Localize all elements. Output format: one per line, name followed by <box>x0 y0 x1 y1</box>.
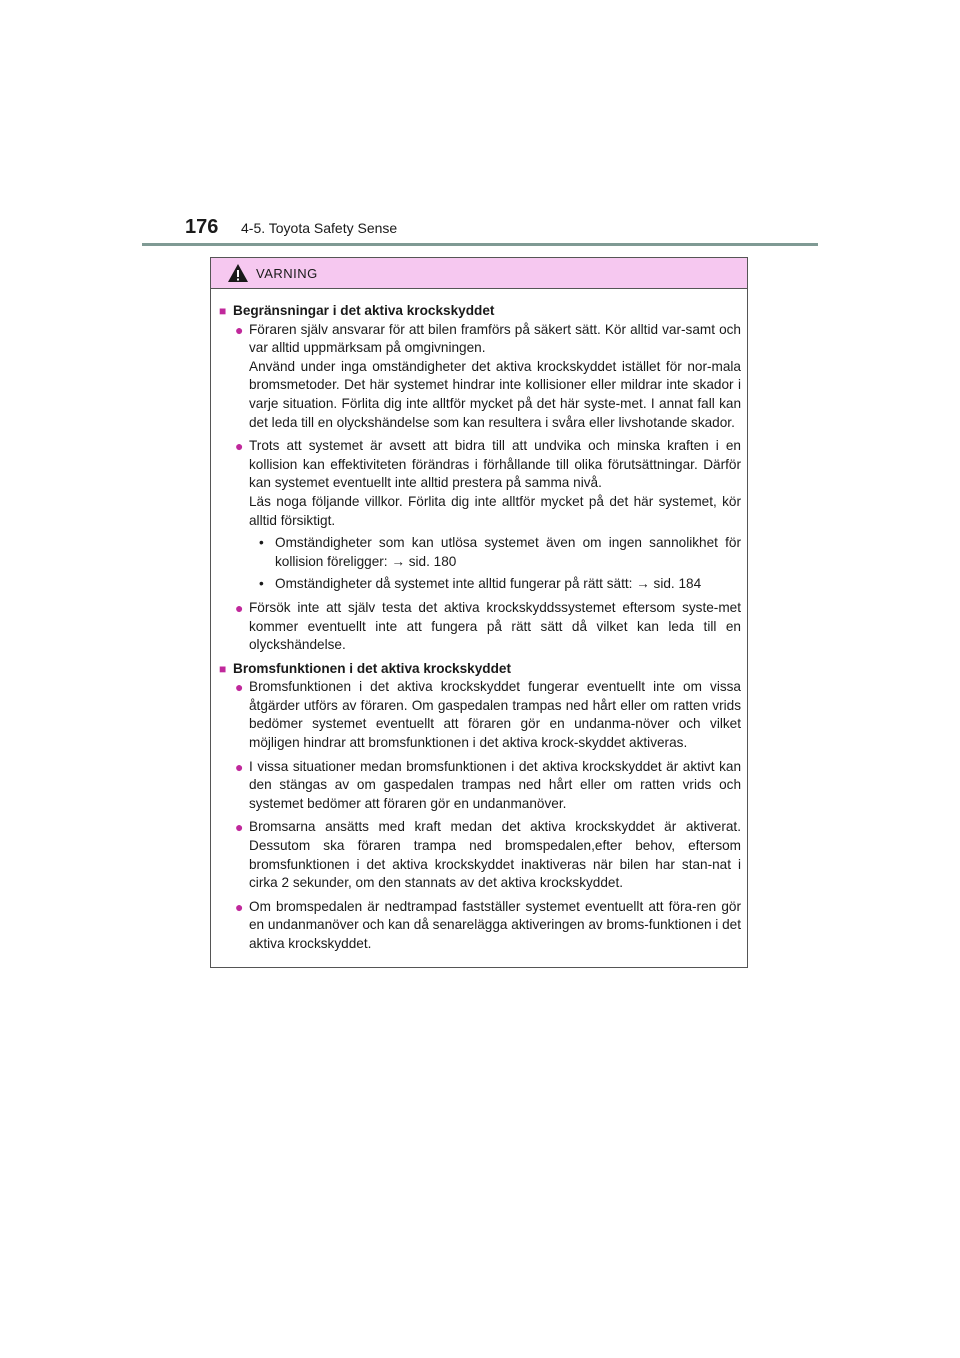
section-heading <box>219 660 741 679</box>
round-bullet-icon: ● <box>235 599 244 616</box>
sub-bullet-text: Omständigheter som kan utlösa systemet även om ingen sannolikhet för kollision föreligger: → sid. 180 <box>275 535 741 569</box>
section-heading <box>219 302 741 321</box>
bullet-paragraph: Föraren själv ansvarar för att bilen framförs på säkert sätt. Kör alltid var-samt och var alltid uppmärksam på omgivningen. <box>249 321 741 356</box>
sub-bullet-text: Omständigheter då systemet inte alltid fungerar på rätt sätt: → sid. 184 <box>275 576 702 592</box>
bullet-body <box>249 599 741 655</box>
warning-box <box>210 257 748 968</box>
warning-triangle-icon <box>227 263 249 283</box>
sub-bullet-item <box>249 575 741 594</box>
round-bullet-icon: ● <box>235 898 244 915</box>
bullet-body <box>249 898 741 954</box>
bullet-paragraph: Bromsarna ansätts med kraft medan det aktiva krockskyddet är aktiverat. Dessutom ska föraren trampa ned bromspedalen,efter behov, eftersom bromsfunktionen i det aktiva krockskyddet inaktiveras när bilen har stan-nat i cirka 2 sekunder, om den stannats av det aktiva krockskyddet. <box>249 819 741 891</box>
bullet-paragraph: I vissa situationer medan bromsfunktionen i det aktiva krockskyddet är aktivt kan den stängas av om gaspedalen trampas ned hårt eller om ratten vrids och systemet bedömer att föraren gör en undanmanöver. <box>249 758 741 811</box>
bullet-item <box>219 321 741 433</box>
bullet-paragraph: Trots att systemet är avsett att bidra till att undvika och minska kraften i en kollision kan effektiviteten förändras i förhållande till olika förutsättningar. Därför kan systemet eventuellt inte alltid prestera på samma nivå. <box>249 438 741 491</box>
bullet-body <box>249 321 741 433</box>
bullet-body <box>249 818 741 892</box>
warning-header <box>211 258 747 289</box>
bullet-item <box>219 818 741 892</box>
bullet-paragraph: Använd under inga omständigheter det aktiva krockskyddet istället för nor-mala bromsmetoder. Det här systemet hindrar inte kollisioner eller mildrar inte skador i varje situation. Förlita dig inte alltför mycket på det här syste-met. I annat fall kan det leda till en olyckshändelse som kan resultera i svåra eller livshotande skador. <box>249 358 741 430</box>
header-rule <box>142 243 818 246</box>
small-bullet-icon: • <box>259 576 264 592</box>
sub-bullet-item <box>249 534 741 571</box>
round-bullet-icon: ● <box>235 679 244 696</box>
page-number: 176 <box>185 216 219 238</box>
round-bullet-icon: ● <box>235 758 244 775</box>
section-heading-text: Begränsningar i det aktiva krockskyddet <box>233 303 495 318</box>
bullet-body <box>249 758 741 814</box>
small-bullet-icon: • <box>259 535 264 551</box>
square-bullet-icon: ■ <box>219 661 227 676</box>
bullet-paragraph: Försök inte att själv testa det aktiva krockskyddssystemet eftersom syste-met kommer eventuellt inte att fungera på rätt sätt då vilket kan leda till en olyckshändelse. <box>249 599 741 653</box>
bullet-item <box>219 898 741 954</box>
bullet-paragraph: Om bromspedalen är nedtrampad fastställer systemet eventuellt att föra-ren gör en undanmanöver och kan då senarelägga aktiveringen av broms-funktionen i det aktiva krockskyddet. <box>249 898 741 951</box>
warning-label: VARNING <box>256 265 318 281</box>
section-title: 4-5. Toyota Safety Sense <box>241 220 398 236</box>
bullet-body <box>249 678 741 752</box>
bullet-item <box>219 599 741 655</box>
bullet-item <box>219 758 741 814</box>
bullet-paragraph: Läs noga följande villkor. Förlita dig inte alltför mycket på det här systemet, kör alltid försiktigt. <box>249 493 741 528</box>
warning-body <box>211 289 747 954</box>
bullet-body <box>249 437 741 594</box>
square-bullet-icon: ■ <box>219 304 227 318</box>
round-bullet-icon: ● <box>235 438 244 455</box>
bullet-item <box>219 678 741 752</box>
round-bullet-icon: ● <box>235 321 244 338</box>
warning-section <box>219 660 741 954</box>
round-bullet-icon: ● <box>235 819 244 836</box>
section-heading-text: Bromsfunktionen i det aktiva krockskyddet <box>233 660 511 676</box>
bullet-paragraph: Bromsfunktionen i det aktiva krockskyddet fungerar eventuellt inte om vissa åtgärder utförs av föraren. Om gaspedalen trampas ned hårt eller om ratten vrids bedömer systemet eventuellt att föraren gör en undanma-növer och vilket möjligen hindrar att bromsfunktionen i det aktiva krock-skyddet aktiveras. <box>249 679 741 751</box>
warning-section <box>219 302 741 655</box>
bullet-item <box>219 437 741 594</box>
page-header <box>185 216 397 239</box>
